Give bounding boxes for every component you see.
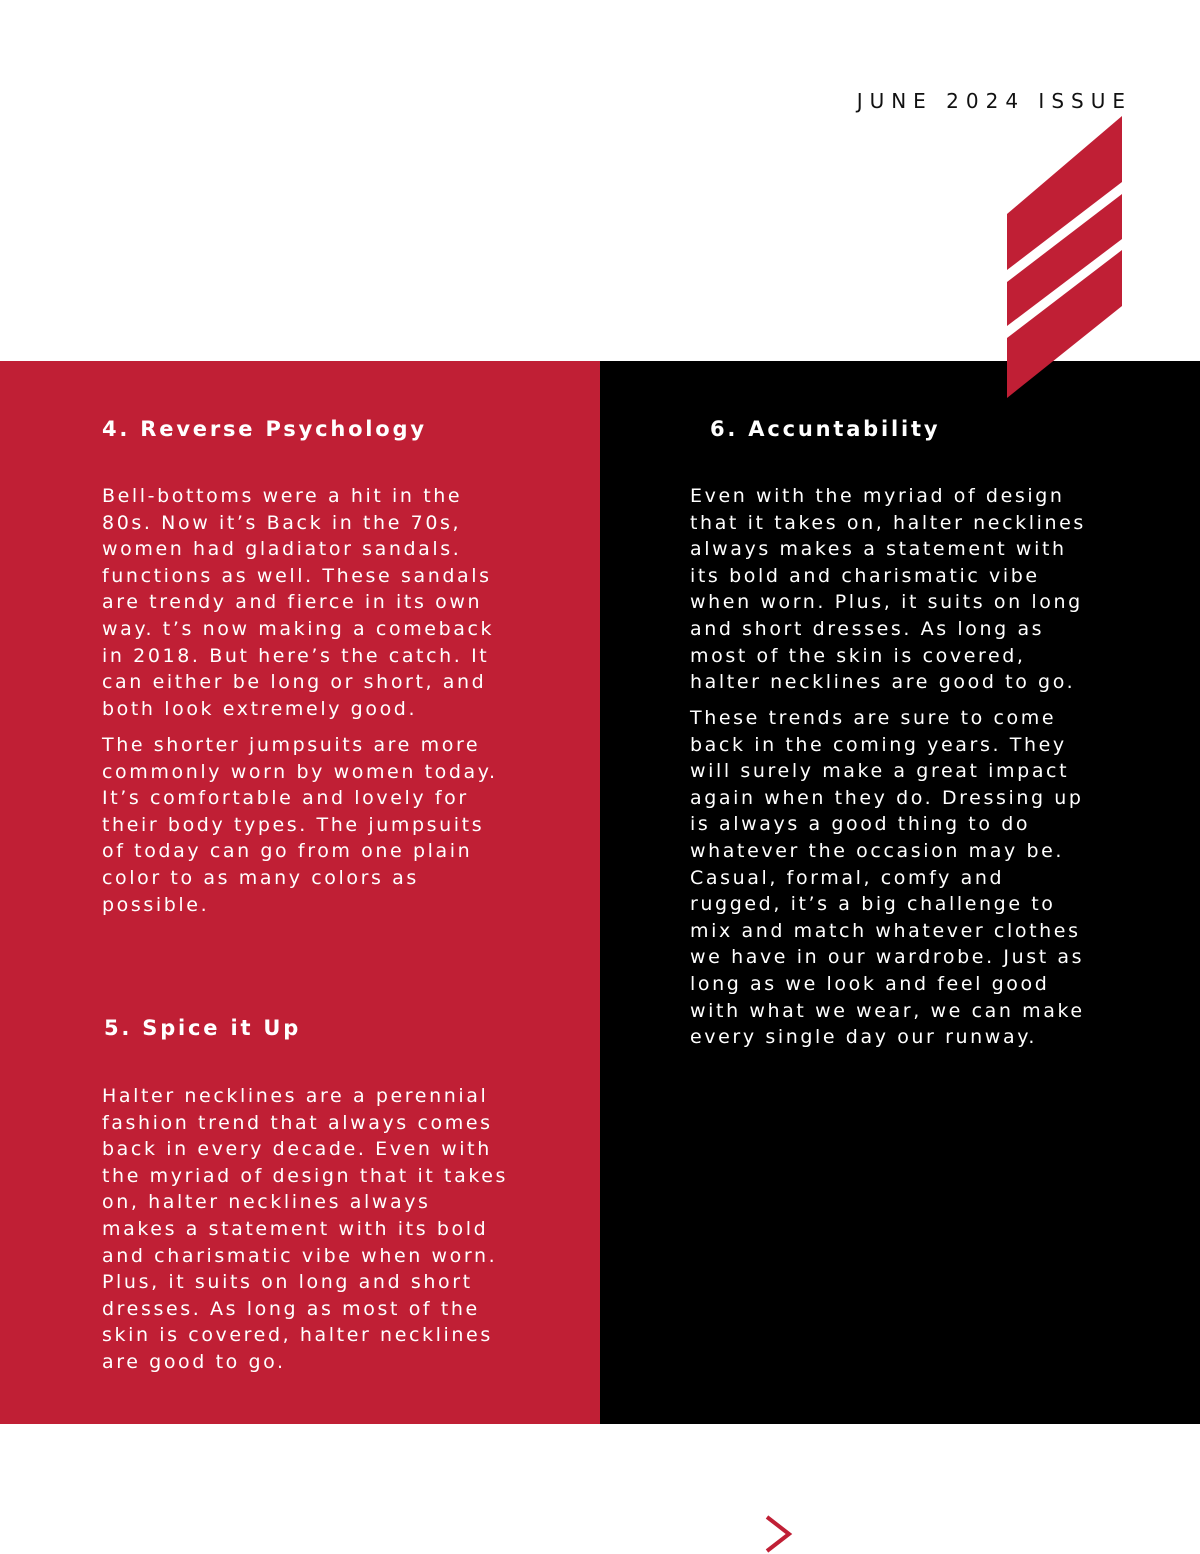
section-6-paragraph-2: These trends are sure to come back in the coming years. They will surely make a great impact again when they do. Dressing up is always a good thing to do whatever the occasion may be. Casual, formal, comfy and rugged, it’s a big challenge to mix and match whatever clothes we have in our wardrobe. Just as long as we look and feel good with what we wear, we can make every single day our runway.: [690, 707, 1085, 1049]
left-panel: [0, 361, 600, 1424]
section-5-title: 5. Spice it Up: [104, 1016, 302, 1040]
issue-label: JUNE 2024 ISSUE: [856, 89, 1132, 113]
section-4-title: 4. Reverse Psychology: [102, 417, 427, 441]
section-5-paragraph-1: Halter necklines are a perennial fashion trend that always comes back in every decade. Even with the myriad of design that it takes on, halter necklines always makes a statement with its bold and charismatic vibe when worn. Plus, it suits on long and short dresses. As long as most of the skin is covered, halter necklines are good to go.: [102, 1085, 509, 1373]
section-6-paragraph-1: Even with the myriad of design that it takes on, halter necklines always makes a statement with its bold and charismatic vibe when worn. Plus, it suits on long and short dresses. As long as most of the skin is covered, halter necklines are good to go.: [690, 485, 1086, 694]
section-4-paragraph-1: Bell-bottoms were a hit in the 80s. Now it’s Back in the 70s, women had gladiator sandals. functions as well. These sandals are trendy and fierce in its own way. t’s now making a comeback in 2018. But here’s the catch. It can either be long or short, and both look extremely good.: [102, 485, 495, 720]
chevron-right-icon[interactable]: [762, 1514, 796, 1554]
right-panel: [600, 361, 1200, 1424]
section-6-title: 6. Accuntability: [710, 417, 941, 441]
decorative-stripes-icon: [1004, 114, 1126, 402]
section-4-paragraph-2: The shorter jumpsuits are more commonly worn by women today. It’s comfortable and lovely for their body types. The jumpsuits of today can go from one plain color to as many colors as possible.: [102, 734, 498, 916]
